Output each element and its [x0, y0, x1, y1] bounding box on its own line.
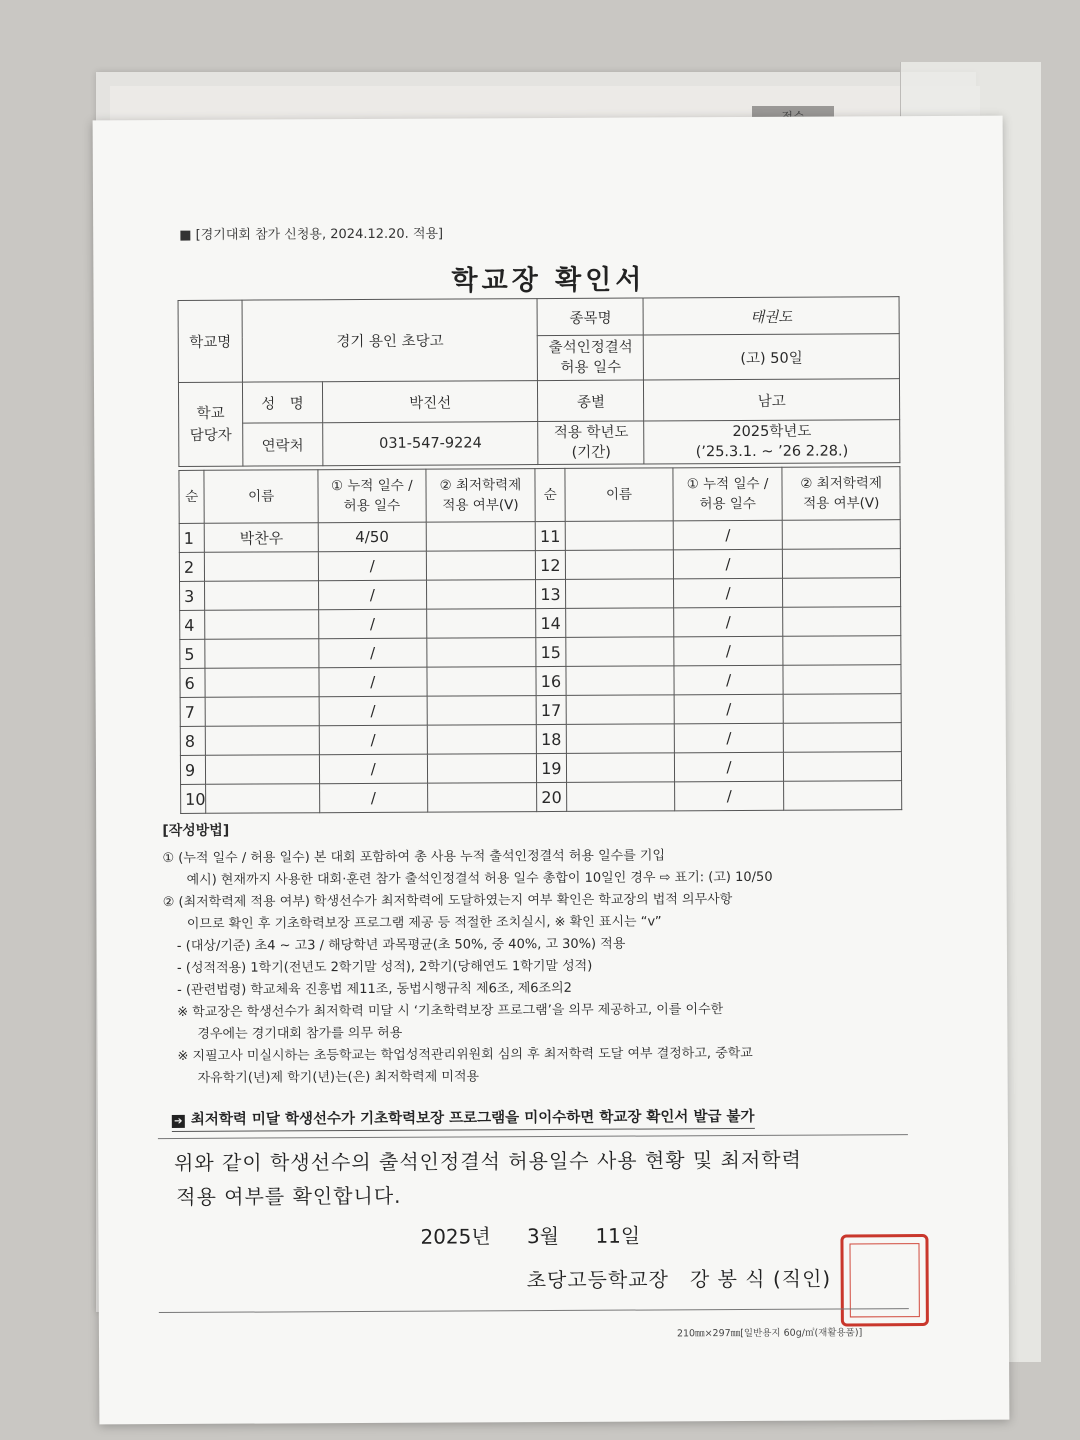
- row-days: /: [674, 636, 784, 666]
- year-value-line1: 2025학년도: [732, 423, 812, 441]
- school-value: 경기 용인 초당고: [242, 299, 538, 383]
- row-no: 1: [179, 523, 205, 552]
- row-min: [784, 781, 902, 811]
- row-min: [426, 522, 536, 552]
- method-line-5: - (대상/기준) 초4 ~ 고3 / 해당학년 과목평균(초 50%, 중 40%, 고 30%) 적용: [176, 936, 626, 954]
- method-line-11: 자유학기(년)제 학기(년)는(은) 최저학력제 미적용: [197, 1069, 480, 1086]
- row-days: /: [319, 667, 427, 697]
- col-min-right-l1: ② 최저학력제: [800, 475, 883, 492]
- row-min: [783, 578, 901, 608]
- row-days: /: [673, 607, 783, 637]
- col-days-right-l2: 허용 일수: [699, 495, 756, 513]
- row-min: [426, 638, 536, 668]
- row-name: [205, 639, 319, 669]
- col-no-left: 순: [179, 470, 205, 523]
- table-row: [180, 694, 901, 727]
- method-line-2: 예시) 현재까지 사용한 대회·훈련 참가 출석인정결석 허용 일수 총합이 10일인 경우 ⇨ 표기: (고) 10/50: [186, 869, 773, 888]
- row-no: 7: [180, 697, 206, 726]
- row-name: [566, 608, 674, 638]
- row-name: [566, 666, 674, 696]
- row-min: [783, 694, 901, 724]
- row-days: /: [319, 696, 427, 726]
- row-min: [427, 725, 537, 755]
- table-row: [180, 636, 901, 669]
- row-days: /: [674, 723, 784, 753]
- staff-label-line1: 학교: [196, 405, 225, 422]
- col-days-left-l1: ① 누적 일수 /: [330, 477, 413, 495]
- row-name: [567, 753, 675, 783]
- info-table: [178, 296, 901, 467]
- paper-spec-note: 210㎜×297㎜[일반용지 60g/㎡(재활용품)]: [676, 1327, 863, 1340]
- row-name: [205, 610, 319, 640]
- method-line-9: 경우에는 경기대회 참가를 의무 허용: [197, 1025, 403, 1042]
- signer: 초당고등학교장 강 봉 식 (직인): [526, 1266, 832, 1293]
- row-days: /: [674, 665, 784, 695]
- row-no: 13: [536, 579, 566, 608]
- event-value: 태권도: [643, 297, 899, 335]
- col-min-left-l1: ② 최저학력제: [439, 477, 522, 494]
- confirmation-line-1: 위와 같이 학생선수의 출석인정결석 허용일수 사용 현황 및 최저학력: [173, 1147, 802, 1175]
- row-no: 17: [536, 695, 566, 724]
- row-name: [566, 550, 674, 580]
- row-name: [566, 637, 674, 667]
- method-line-3: ② (최저학력제 적용 여부) 학생선수가 최저학력에 도달하였는지 여부 확인은 학교장의 법적 의무사항: [162, 892, 733, 911]
- row-no: 14: [536, 608, 566, 637]
- table-row: [179, 549, 900, 582]
- method-line-8: ※ 학교장은 학생선수가 최저학력 미달 시 ‘기초학력보장 프로그램’을 의무 제공하고, 이를 이수한: [177, 1002, 724, 1020]
- row-min: [427, 696, 537, 726]
- year-value-line2: (’25.3.1. ~ ’26 2.28.): [695, 443, 849, 461]
- col-min-left-l2: 적용 여부(V): [442, 497, 519, 514]
- row-days: /: [674, 781, 784, 811]
- row-name: [567, 782, 675, 812]
- table-row: [180, 665, 901, 698]
- divider-top: [158, 1134, 908, 1139]
- col-min-left: [426, 469, 536, 523]
- name-label: 성 명: [242, 382, 322, 423]
- issue-date: 2025년 3월 11일: [420, 1223, 641, 1249]
- absence-label: [538, 335, 644, 381]
- header-note: ■ [경기대회 참가 신청용, 2024.12.20. 적용]: [179, 226, 444, 243]
- row-days: /: [673, 520, 783, 550]
- row-days: /: [319, 754, 427, 784]
- row-no: 18: [536, 724, 566, 753]
- staff-label: [178, 382, 242, 466]
- table-row: [179, 520, 900, 553]
- method-line-1: ① (누적 일수 / 허용 일수) 본 대회 포함하여 총 사용 누적 출석인정결석 허용 일수를 기입: [162, 848, 666, 867]
- row-name: [566, 579, 674, 609]
- absence-label-line1: 출석인정결석: [548, 339, 633, 357]
- row-days: /: [320, 783, 428, 813]
- row-min: [783, 607, 901, 637]
- event-label: 종목명: [538, 298, 644, 336]
- row-no: 15: [536, 637, 566, 666]
- row-min: [783, 520, 901, 550]
- year-label-line2: (기간): [571, 444, 611, 461]
- absence-label-line2: 허용 일수: [560, 359, 622, 376]
- col-days-right-l1: ① 누적 일수 /: [686, 475, 769, 493]
- row-no: 11: [535, 521, 565, 550]
- table-row: [181, 781, 902, 814]
- row-name: [565, 521, 673, 551]
- school-label: 학교명: [178, 300, 242, 382]
- row-min: [427, 667, 537, 697]
- writing-method: [162, 816, 923, 1090]
- table-row: [180, 578, 901, 611]
- year-value: [644, 420, 900, 464]
- row-no: 5: [180, 639, 206, 668]
- row-name: [566, 724, 674, 754]
- seal-inner-border: [849, 1243, 919, 1317]
- row-name: [205, 668, 319, 698]
- row-no: 2: [179, 552, 205, 581]
- col-days-left-l2: 허용 일수: [343, 497, 401, 515]
- contact-value: 031-547-9224: [322, 422, 538, 466]
- row-min: [783, 636, 901, 666]
- table-row: [180, 723, 901, 756]
- row-no: 8: [180, 726, 206, 755]
- row-days: /: [319, 638, 427, 668]
- col-min-right-l2: 적용 여부(V): [803, 495, 880, 512]
- row-days: /: [319, 725, 427, 755]
- row-no: 10: [181, 784, 207, 813]
- contact-label: 연락처: [243, 423, 323, 466]
- row-name: [205, 581, 319, 611]
- row-name: [205, 697, 319, 727]
- name-value: 박진선: [322, 381, 538, 423]
- row-min: [783, 665, 901, 695]
- row-name: [206, 726, 320, 756]
- row-no: 19: [537, 753, 567, 782]
- row-no: 3: [180, 581, 206, 610]
- row-days: /: [673, 578, 783, 608]
- row-name: [206, 784, 320, 814]
- row-min: [427, 783, 537, 813]
- table-row: [180, 607, 901, 640]
- row-days: /: [318, 551, 426, 581]
- staff-label-line2: 담당자: [189, 427, 232, 444]
- col-name-right: 이름: [565, 468, 673, 522]
- roster-table: [178, 466, 902, 814]
- final-note: [172, 1105, 755, 1132]
- method-line-6: - (성적적용) 1학기(전년도 2학기말 성적), 2학기(당해연도 1학기말 성적): [176, 958, 593, 976]
- row-no: 9: [180, 755, 206, 784]
- method-line-7: - (관련법령) 학교체육 진흥법 제11조, 동법시행규칙 제6조, 제6조의2: [177, 980, 572, 998]
- col-days-left: [318, 469, 426, 523]
- row-min: [426, 580, 536, 610]
- absence-value: (고) 50일: [644, 334, 900, 380]
- method-line-10: ※ 지필고사 미실시하는 초등학교는 학업성적관리위원회 심의 후 최저학력 도달 여부 결정하고, 중학교: [177, 1045, 753, 1064]
- divider-bottom: [159, 1308, 909, 1313]
- arrow-box-icon: ➔: [172, 1115, 185, 1128]
- row-min: [426, 609, 536, 639]
- gender-value: 남고: [644, 379, 900, 421]
- col-no-right: 순: [535, 468, 565, 521]
- confirmation-line-2: 적용 여부를 확인합니다.: [176, 1183, 402, 1209]
- row-no: 16: [536, 666, 566, 695]
- row-days: /: [674, 752, 784, 782]
- year-label-line1: 적용 학년도: [553, 424, 629, 441]
- row-days: /: [673, 549, 783, 579]
- row-no: 6: [180, 668, 206, 697]
- row-name: 박찬우: [205, 523, 319, 553]
- col-min-right: [782, 467, 900, 521]
- final-note-text: 최저학력 미달 학생선수가 기초학력보장 프로그램을 미이수하면 학교장 확인서 발급 불가: [190, 1108, 755, 1128]
- row-min: [784, 752, 902, 782]
- row-name: [205, 552, 319, 582]
- row-min: [784, 723, 902, 753]
- document-page: [93, 116, 1010, 1425]
- row-name: [566, 695, 674, 725]
- row-days: 4/50: [318, 522, 426, 552]
- official-seal-icon: [840, 1234, 928, 1326]
- row-name: [206, 755, 320, 785]
- row-no: 20: [537, 782, 567, 811]
- row-days: /: [674, 694, 784, 724]
- table-row: [180, 752, 901, 785]
- year-label: [538, 421, 644, 465]
- document-title: 학교장 확인서: [451, 264, 646, 297]
- col-name-left: 이름: [204, 470, 318, 524]
- col-days-right: [673, 467, 783, 521]
- gender-label: 종별: [538, 380, 644, 422]
- row-no: 4: [180, 610, 206, 639]
- row-days: /: [318, 580, 426, 610]
- row-min: [783, 549, 901, 579]
- row-days: /: [319, 609, 427, 639]
- roster-header-row: [179, 467, 900, 524]
- row-min: [427, 754, 537, 784]
- row-min: [426, 551, 536, 581]
- confirmation-text: [174, 1142, 934, 1214]
- method-line-4: 이므로 확인 후 기초학력보장 프로그램 제공 등 적절한 조치실시, ※ 확인 표시는 “v”: [186, 914, 662, 932]
- row-no: 12: [536, 550, 566, 579]
- method-label: [작성방법]: [162, 822, 230, 840]
